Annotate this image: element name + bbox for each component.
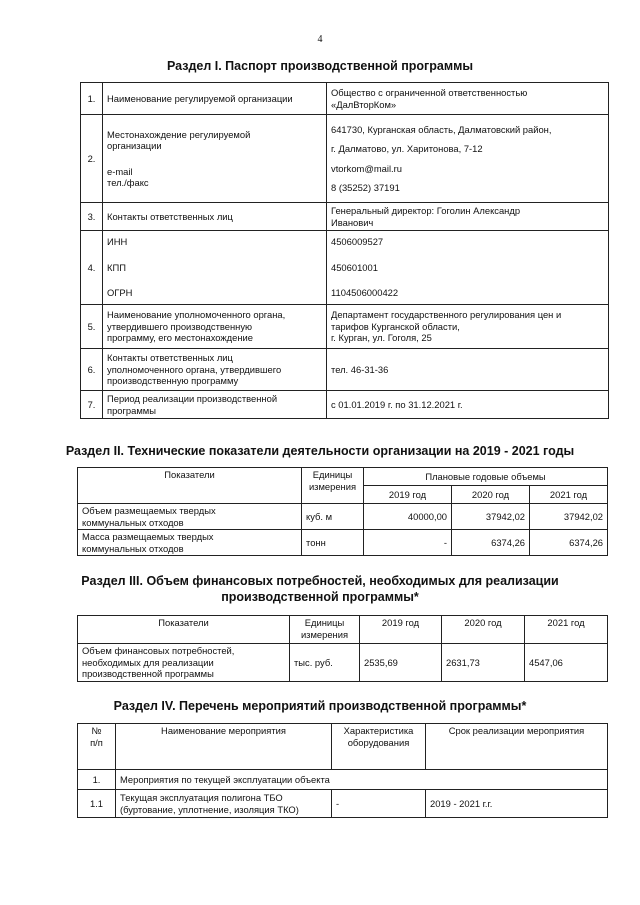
row-number: 2. bbox=[81, 115, 103, 203]
row-number: 1. bbox=[78, 770, 116, 790]
table-row bbox=[78, 504, 608, 530]
row-label: Наименование регулируемой организации bbox=[103, 83, 327, 115]
indicator-line: Объем финансовых потребностей, bbox=[82, 645, 235, 657]
section-3-title bbox=[0, 573, 640, 605]
value-line: Департамент государственного регулирования цен и bbox=[331, 309, 562, 321]
measure-line: (буртование, уплотнение, изоляция ТКО) bbox=[120, 803, 299, 815]
value-line: Общество с ограниченной ответственностью bbox=[331, 87, 528, 98]
value-2019: - bbox=[364, 530, 452, 556]
row-value bbox=[327, 203, 609, 231]
header-line: Единицы bbox=[304, 617, 345, 628]
label-line: программы bbox=[107, 404, 156, 416]
section-1-title: Раздел I. Паспорт производственной программы bbox=[166, 59, 474, 73]
row-value: с 01.01.2019 г. по 31.12.2021 г. bbox=[327, 391, 609, 419]
header-measure-name: Наименование мероприятия bbox=[116, 724, 332, 770]
row-value bbox=[327, 305, 609, 349]
header-planned: Плановые годовые объемы bbox=[364, 468, 608, 486]
row-indicator bbox=[78, 530, 302, 556]
value-line: тарифов Курганской области, bbox=[331, 320, 460, 332]
label-line: Наименование уполномоченного органа, bbox=[107, 309, 286, 321]
header-units bbox=[290, 616, 360, 644]
value-2020: 6374,26 bbox=[452, 530, 530, 556]
table-row bbox=[78, 644, 608, 682]
value-line: 4506009527 bbox=[331, 236, 384, 248]
value-line: vtorkom@mail.ru bbox=[331, 162, 402, 174]
row-value: тел. 46-31-36 bbox=[327, 349, 609, 391]
value-2020: 2631,73 bbox=[442, 644, 525, 682]
label-line: Контакты ответственных лиц bbox=[107, 352, 233, 364]
value-line: 8 (35252) 37191 bbox=[331, 182, 400, 193]
header-line: измерения bbox=[308, 480, 357, 492]
table-row bbox=[78, 790, 608, 818]
table-header-row bbox=[78, 616, 608, 644]
table-row bbox=[81, 391, 609, 419]
row-value bbox=[327, 115, 609, 203]
page-number: 4 bbox=[317, 34, 323, 45]
label-line: программу, его местонахождение bbox=[107, 332, 253, 344]
row-number: 1. bbox=[81, 83, 103, 115]
table-row bbox=[81, 83, 609, 115]
row-label: Контакты ответственных лиц bbox=[103, 203, 327, 231]
header-line: № bbox=[91, 725, 102, 736]
indicator-line: необходимых для реализации bbox=[82, 656, 214, 668]
label-line: e-mail bbox=[107, 165, 133, 177]
header-number bbox=[78, 724, 116, 770]
table-header-row bbox=[78, 468, 608, 486]
value-2019: 40000,00 bbox=[364, 504, 452, 530]
header-term: Срок реализации мероприятия bbox=[426, 724, 608, 770]
label-line: Местонахождение регулируемой bbox=[107, 128, 251, 140]
value-2021: 37942,02 bbox=[530, 504, 608, 530]
value-line: Иванович bbox=[331, 216, 374, 228]
header-year: 2021 год bbox=[530, 486, 608, 504]
table-row bbox=[81, 305, 609, 349]
section-2-title: Раздел II. Технические показатели деятельности организации на 2019 - 2021 годы bbox=[65, 444, 575, 458]
row-number: 1.1 bbox=[78, 790, 116, 818]
value-line: Генеральный директор: Гоголин Александр bbox=[331, 205, 521, 216]
row-number: 7. bbox=[81, 391, 103, 419]
passport-table bbox=[80, 82, 609, 419]
header-line: Единицы bbox=[312, 469, 353, 480]
header-indicator: Показатели bbox=[78, 616, 290, 644]
value-line: г. Далматово, ул. Харитонова, 7-12 bbox=[331, 143, 483, 154]
row-number: 6. bbox=[81, 349, 103, 391]
indicator-line: производственной программы bbox=[82, 668, 214, 680]
value-line: 450601001 bbox=[331, 261, 378, 273]
header-line: п/п bbox=[90, 736, 103, 748]
section-4-title: Раздел IV. Перечень мероприятий производственной программы* bbox=[113, 699, 527, 713]
row-indicator bbox=[78, 644, 290, 682]
row-number: 4. bbox=[81, 231, 103, 305]
table-row bbox=[81, 231, 609, 305]
table-header-row bbox=[78, 724, 608, 770]
table-row bbox=[78, 530, 608, 556]
row-unit: куб. м bbox=[302, 504, 364, 530]
row-term: 2019 - 2021 г.г. bbox=[426, 790, 608, 818]
row-number: 3. bbox=[81, 203, 103, 231]
header-line: Характеристика bbox=[343, 725, 414, 736]
financial-needs-table bbox=[77, 615, 608, 682]
value-line: 641730, Курганская область, Далматовский район, bbox=[331, 123, 552, 135]
indicator-line: Объем размещаемых твердых bbox=[82, 505, 216, 516]
row-number: 5. bbox=[81, 305, 103, 349]
row-unit: тонн bbox=[302, 530, 364, 556]
label-line: ОГРН bbox=[107, 287, 133, 299]
label-line: утвердившего производственную bbox=[107, 320, 253, 332]
value-2019: 2535,69 bbox=[360, 644, 442, 682]
header-year: 2020 год bbox=[442, 616, 525, 644]
row-unit: тыс. руб. bbox=[290, 644, 360, 682]
row-measure-name: Мероприятия по текущей эксплуатации объекта bbox=[116, 770, 608, 790]
table-row bbox=[81, 203, 609, 231]
header-year: 2021 год bbox=[525, 616, 608, 644]
header-line: оборудования bbox=[347, 736, 410, 748]
label-line: производственную программу bbox=[107, 375, 239, 387]
row-equipment: - bbox=[332, 790, 426, 818]
title-line: производственной программы* bbox=[221, 590, 419, 604]
table-row bbox=[81, 349, 609, 391]
row-value bbox=[327, 83, 609, 115]
header-line: измерения bbox=[300, 628, 349, 640]
value-2020: 37942,02 bbox=[452, 504, 530, 530]
value-2021: 4547,06 bbox=[525, 644, 608, 682]
row-label bbox=[103, 391, 327, 419]
header-indicator: Показатели bbox=[78, 468, 302, 504]
indicator-line: коммунальных отходов bbox=[82, 516, 184, 528]
row-label bbox=[103, 115, 327, 203]
row-label bbox=[103, 305, 327, 349]
value-line: «ДалВторКом» bbox=[331, 98, 397, 110]
table-row bbox=[78, 770, 608, 790]
row-indicator bbox=[78, 504, 302, 530]
row-label bbox=[103, 231, 327, 305]
label-line: Период реализации производственной bbox=[107, 393, 278, 404]
label-line: тел./факс bbox=[107, 177, 149, 188]
value-2021: 6374,26 bbox=[530, 530, 608, 556]
indicator-line: Масса размещаемых твердых bbox=[82, 531, 214, 542]
header-year: 2019 год bbox=[360, 616, 442, 644]
value-line: 1104506000422 bbox=[331, 287, 399, 299]
row-measure-name bbox=[116, 790, 332, 818]
header-equipment bbox=[332, 724, 426, 770]
row-value bbox=[327, 231, 609, 305]
technical-indicators-table bbox=[77, 467, 608, 556]
label-line: ИНН bbox=[107, 236, 128, 248]
label-line: уполномоченного органа, утвердившего bbox=[107, 363, 282, 375]
indicator-line: коммунальных отходов bbox=[82, 542, 184, 554]
header-year: 2020 год bbox=[452, 486, 530, 504]
row-label bbox=[103, 349, 327, 391]
header-year: 2019 год bbox=[364, 486, 452, 504]
title-line: Раздел III. Объем финансовых потребностей, необходимых для реализации bbox=[81, 574, 559, 588]
measure-line: Текущая эксплуатация полигона ТБО bbox=[120, 792, 283, 803]
header-units bbox=[302, 468, 364, 504]
label-line: организации bbox=[107, 140, 162, 151]
measures-table bbox=[77, 723, 608, 818]
table-row bbox=[81, 115, 609, 203]
label-line: КПП bbox=[107, 261, 126, 273]
value-line: г. Курган, ул. Гоголя, 25 bbox=[331, 332, 432, 344]
